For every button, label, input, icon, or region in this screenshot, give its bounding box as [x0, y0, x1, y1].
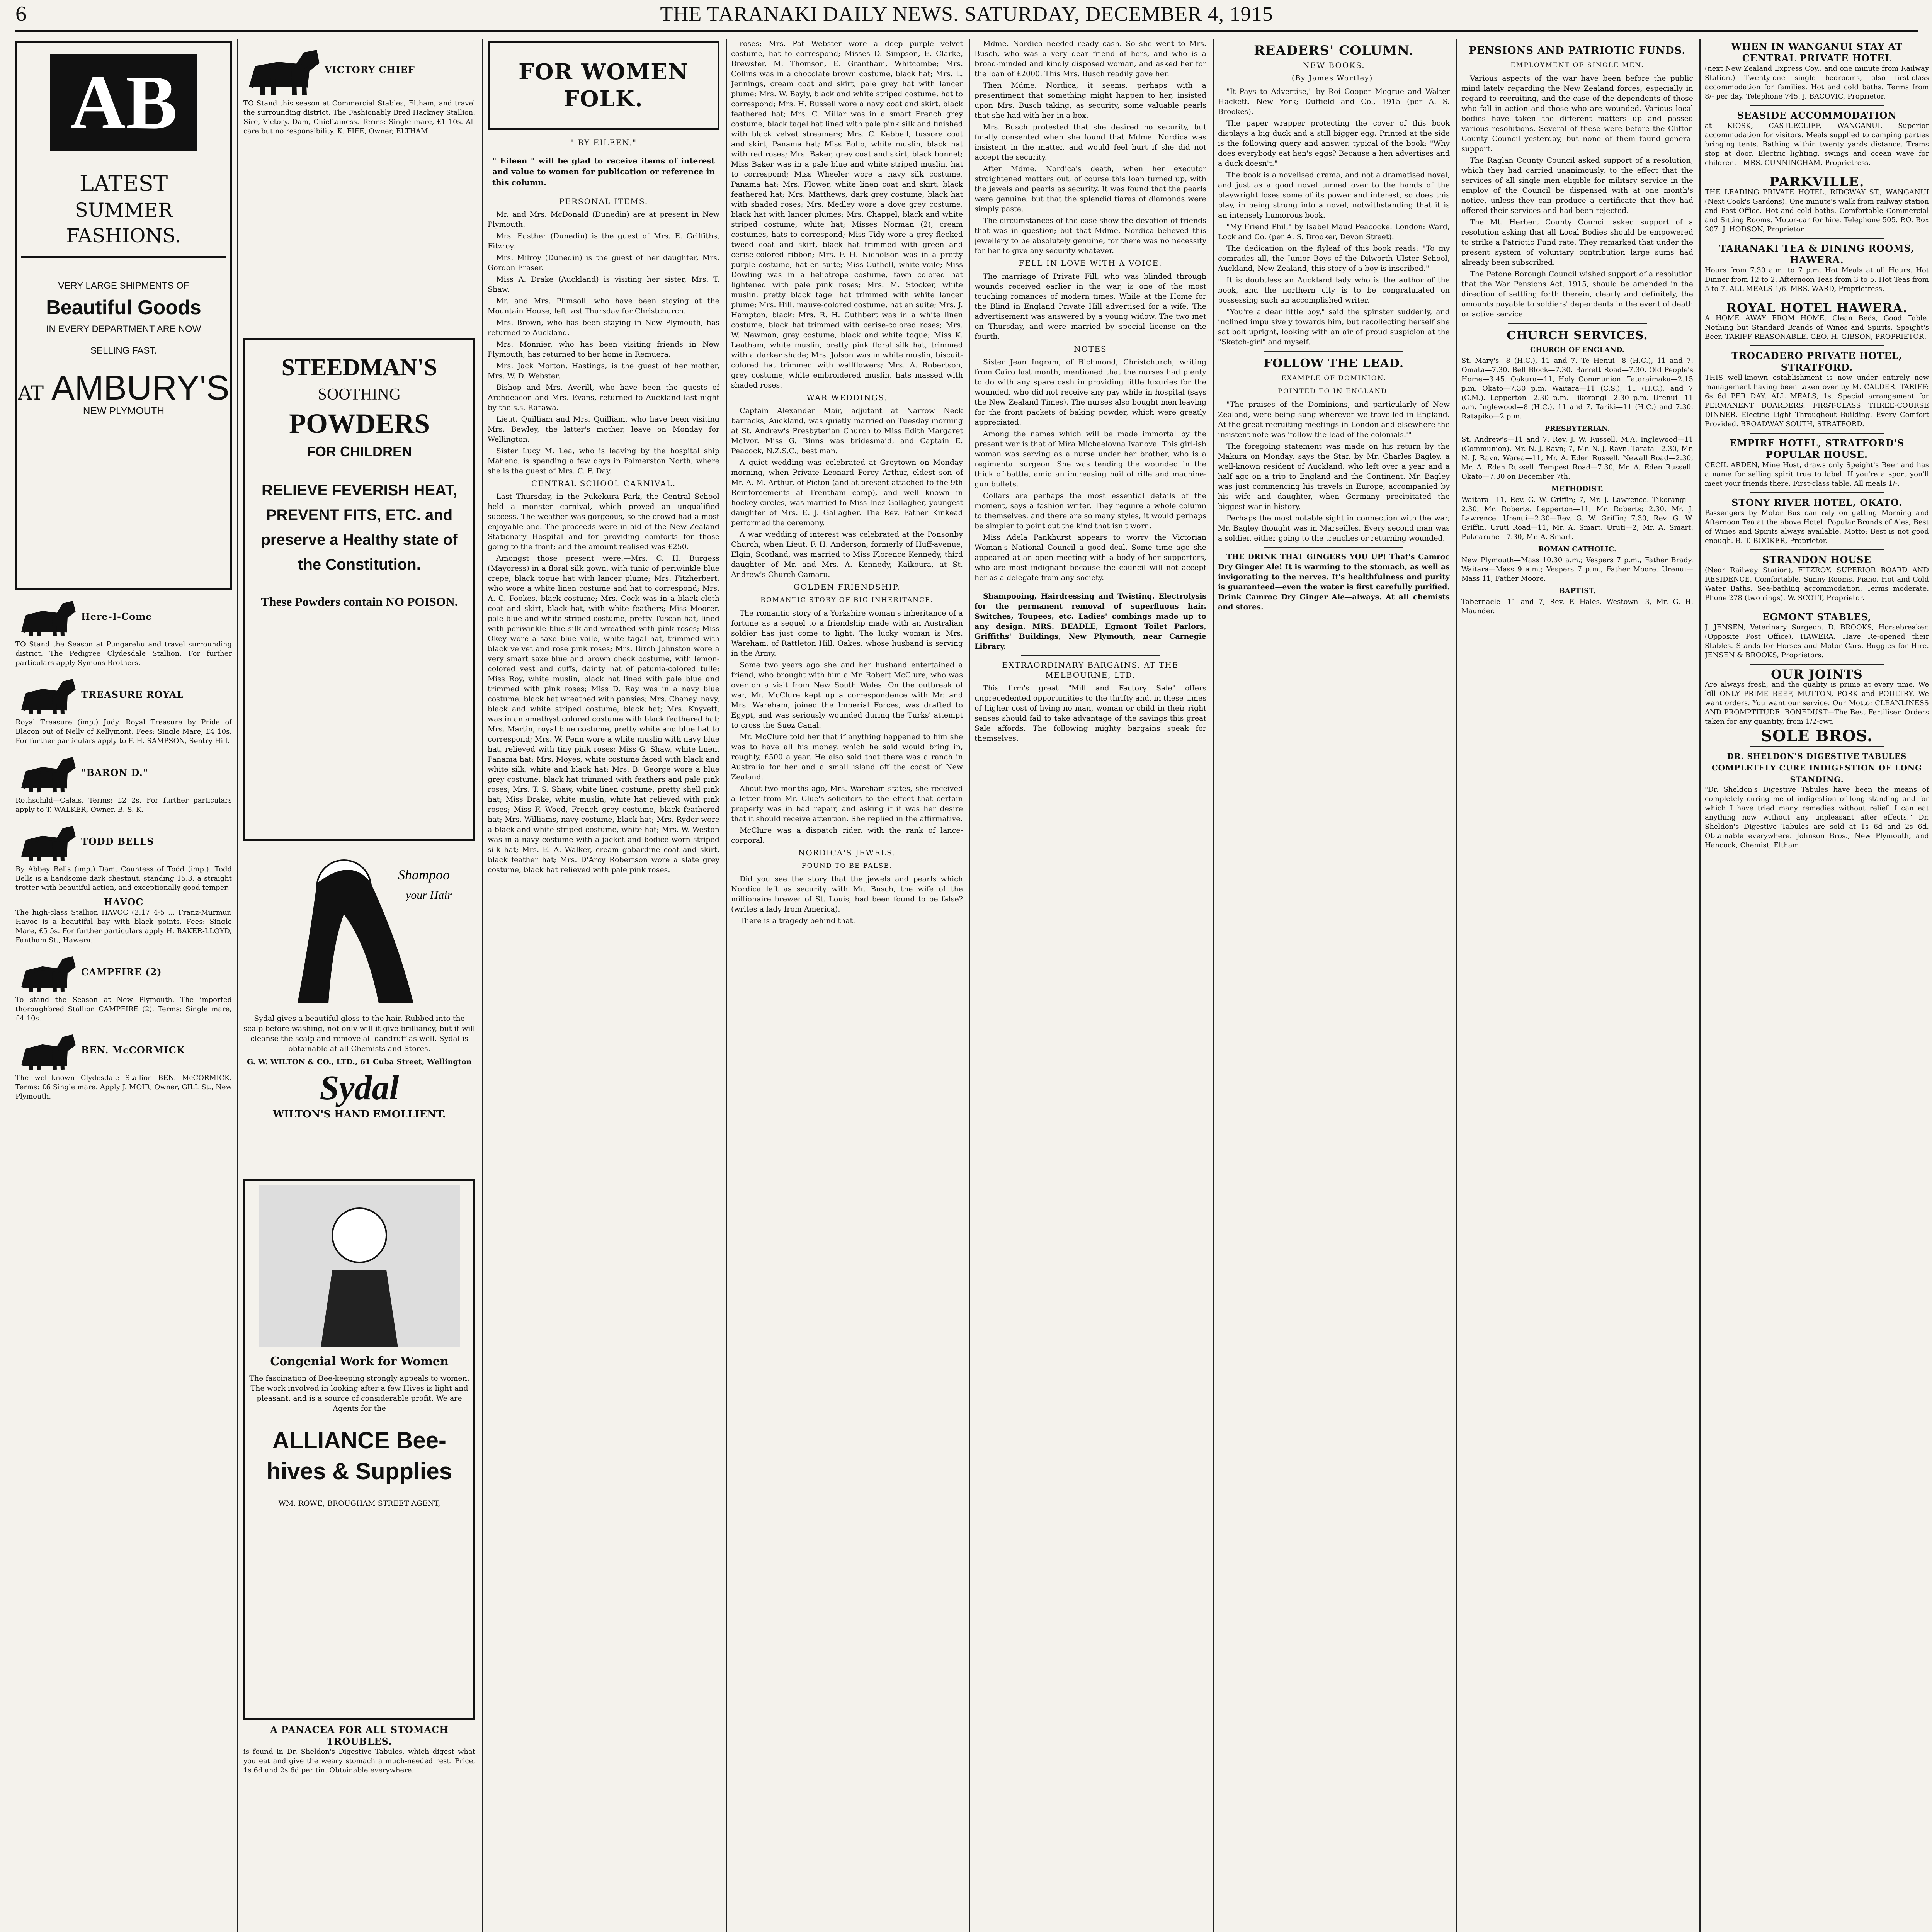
- paragraph: roses; Mrs. Pat Webster wore a deep purple velvet costume, hat to correspond; Misses D. Simpson, E. Clarke, Brewster, M. Thomson, E. Grantham, Whitcombe; Mrs. Collins was in a chocolate brown costume, black hat; Mrs. L. Jennings, cream coat and skirt, pale grey hat with lancer plume; Mrs. W. Bayly, black and white striped costume, hat to correspond; Mrs. H. Russell wore a navy coat and skirt, black feathered hat; Mrs. C. Millar was in a smart French grey costume, black tagel hat lined with pale pink silk and finished with black velvet streamers; Mrs. C. Kebbell, tussore coat and skirt, Panama hat; Miss Bollo, white muslin, black hat with red roses; Mrs. Baker, grey coat and skirt, black bonnet; Miss Baker was in a pale blue and white striped muslin, hat to correspond; Miss Wheeler wore a navy silk costume, Panama hat; Mrs. Flower, white linen coat and skirt, black feathered hat; Mrs. Matthews, dark grey costume, black hat with shaded roses; Mrs. Medley wore a dove grey costume, black hat with lancer plumes; Mrs. Chappel, black and white striped costume, white hat; Misses Norman (2), cream costumes, hats to correspond; Miss Tidy wore a grey flecked tweed coat and skirt, black hat trimmed with green and cerise-colored ribbon; Mrs. F. H. Nicholson was in a pretty purple costume, hat en suite; Miss Cuthell, white voile; Miss Dowling was in a heliotrope costume, fawn colored hat lightened with pale pink roses; Mrs. M. Stocker, white muslin, pretty black tagel hat trimmed with white lancer plume; Mrs. Hill, mauve-colored costume, hat en suite; Mrs. J. Hampton, black; Mrs. R. H. Cuthbert was in a white linen costume, black hat trimmed with cerise-colored roses; Mrs. W. Newman, grey costume, black and white toque; Miss K. Leatham, white muslin, pretty pink floral silk hat, trimmed with a darker shade; Mrs. Jolson was in white muslin, biscuit-colored hat trimmed with wallflowers; Mrs. A. Robertson, grey costume, white embroidered muslin, hats massed with shaded roses.: [731, 39, 963, 389]
- classified-advert: [1705, 41, 1929, 101]
- classified-advert: [1705, 176, 1929, 234]
- column-divider: [237, 39, 238, 1932]
- woman-hair-illustration: [251, 845, 468, 1007]
- ad-text: WILTON'S HAND EMOLLIENT.: [273, 1109, 446, 1120]
- stallion-advert: [15, 818, 232, 893]
- paragraph: Mr. and Mrs. McDonald (Dunedin) are at present in New Plymouth.: [488, 210, 719, 229]
- ad-headline: LATEST: [79, 171, 168, 196]
- divider: [1021, 655, 1160, 656]
- column-8: [1705, 39, 1929, 1932]
- panacea-advert: [243, 1724, 475, 1775]
- advert-heading: TARANAKI TEA & DINING ROOMS, HAWERA.: [1719, 243, 1915, 265]
- paragraph: There is a tragedy behind that.: [740, 917, 855, 925]
- paragraph: Sister Lucy M. Lea, who is leaving by the hospital ship Maheno, is spending a few days in Palmerston North, where she is the guest of Mrs. C. F. Day.: [488, 447, 719, 475]
- paragraph: Miss Adela Pankhurst appears to worry the Victorian Woman's National Council a good deal. Some time ago she appeared at an open meeting with a body of her supporters, who are most indignant because the council will not accept her as a delegate from any society.: [975, 533, 1206, 582]
- section-heading: NEW BOOKS.: [1303, 61, 1365, 70]
- divider: [1750, 549, 1884, 550]
- paragraph: Perhaps the most notable sight in connection with the war, Mr. Bagley thought was in Marseilles. Every second man was a soldier, either going to the trenches or returning wounded.: [1218, 514, 1450, 543]
- service-list: New Plymouth—Mass 10.30 a.m.; Vespers 7 p.m., Father Brady. Waitara—Mass 9 a.m.; Vespers 7 p.m., Father Moore. Urenui—Mass 11, Father Moore.: [1461, 556, 1693, 583]
- advert-heading: STRANDON HOUSE: [1762, 554, 1871, 565]
- ad-headline: A PANACEA FOR ALL STOMACH TROUBLES.: [270, 1724, 449, 1747]
- stallion-text: Rothschild—Calais. Terms: £2 2s. For further particulars apply to T. WALKER, Owner. B. S. K.: [15, 796, 232, 814]
- divider: [1750, 492, 1884, 493]
- beekeeping-advert: [243, 1179, 475, 1720]
- column-5: [975, 39, 1206, 1932]
- classified-advert: [1705, 668, 1929, 726]
- section-heading: FELL IN LOVE WITH A VOICE.: [1019, 259, 1162, 268]
- beadle-advert: Shampooing, Hairdressing and Twisting. Electrolysis for the permanent removal of superfluous hair. Switches, Toupees, etc. Ladies' combings made up to any design. MRS. BEADLE, Egmont Toilet Parlors, Griffiths' Buildings, New Plymouth, near Carnegie Library.: [975, 592, 1206, 651]
- woman-bee-illustration: [259, 1185, 460, 1347]
- column-7: [1461, 39, 1693, 1932]
- paragraph: It is doubtless an Auckland lady who is the author of the book, and the northern city is to be congratulated on possessing such an accomplished writer.: [1218, 276, 1450, 304]
- paragraph: Did you see the story that the jewels and pearls which Nordica left as security with Mr. Busch, the wife of the millionaire brewer of St. Louis, had been found to be false? (writes a lady from America).: [731, 875, 963, 913]
- classified-advert: [1705, 302, 1929, 342]
- paragraph: "My Friend Phil," by Isabel Maud Peacocke. London: Ward, Lock and Co. (per A. S. Brooker, Devon Street).: [1218, 223, 1450, 241]
- paragraph: A war wedding of interest was celebrated at the Ponsonby Church, when Lieut. F. H. Anderson, formerly of Huff-avenue, Elgin, Scotland, was married to Miss Florence Kennedy, third daughter of Mr. and Mrs. A. Kennedy, Kaikoura, at St. Andrew's Church Oamaru.: [731, 530, 963, 579]
- service-list: St. Andrew's—11 and 7, Rev. J. W. Russell, M.A. Inglewood—11 (Communion), Mr. N. J. Ravn; 7, Mr. N. J. Ravn. Tarata—2.30, Mr. N. J. Ravn. Warea—11, Mr. A. Eden Russell. Newall Road—2.30, Mr. A. Eden Russell. Tempest Road—7.30, Mr. A. Eden Russell. Okato—7.30 on December 7th.: [1461, 435, 1693, 481]
- paragraph: Mr. and Mrs. Plimsoll, who have been staying at the Mountain House, left last Thursday for Christchurch.: [488, 297, 719, 315]
- stallion-name: "BARON D.": [81, 767, 148, 778]
- sydal-advert: [243, 845, 475, 1177]
- editor-notice: " Eileen " will be glad to receive items of interest and value to women for publication or reference in this column.: [488, 151, 719, 192]
- paragraph: Last Thursday, in the Pukekura Park, the Central School held a monster carnival, which proved an unqualified success. The weather was gorgeous, so the crowd had a most enjoyable one. The proceeds were in aid of the New Zealand Stationary Hospital and for providing comforts for those going to the front; and the amount realised was £250.: [488, 492, 719, 551]
- stallion-text: Royal Treasure (imp.) Judy. Royal Treasure by Pride of Blacon out of Nelly of Kellymont. Fees: Single Mare, £4 10s. For further particulars apply to F. H. SAMPSON, Sentry Hill.: [15, 718, 232, 745]
- section-heading: WAR WEDDINGS.: [806, 393, 888, 402]
- advert-text: at KIOSK, CASTLECLIFF, WANGANUI. Superior accommodation for visitors. Meals supplied to camping parties bringing tents. Bathing within twenty yards distance. Trams stop at door. Electric lighting, swings and ocean wave for children.—MRS. CUNNINGHAM, Proprietress.: [1705, 122, 1929, 167]
- ad-headline: Congenial Work for Women: [270, 1355, 449, 1368]
- paragraph: The Mt. Herbert County Council asked support of a resolution asking that all Local Bodies should be empowered to strike a Patriotic Fund rate. They remarked that under the present system of voluntary contribution large sums had already been subscribed.: [1461, 218, 1693, 267]
- classified-advert: [1705, 727, 1929, 745]
- advert-heading: EGMONT STABLES,: [1762, 611, 1872, 622]
- ad-headline: STEEDMAN'S: [281, 354, 437, 381]
- paragraph: Mrs. Jack Morton, Hastings, is the guest of her mother, Mrs. W. D. Webster.: [488, 362, 719, 380]
- stallion-text: The high-class Stallion HAVOC (2.17 4-5 ... Franz-Murmur. Havoc is a beautiful bay with black points. Fees: Single Mare, £5 5s. For further particulars apply H. BAKER-LLOYD, Fantham St., Hawera.: [15, 908, 232, 944]
- service-list: Waitara—11, Rev. G. W. Griffin; 7, Mr. J. Lawrence. Tikorangi—2.30, Mr. Roberts. Lepperton—11, Mr. Roberts; 2.30, Mr. J. Lawrence. Urenui—2.30—Rev. G. W. Griffin; 7.30, Rev. G. W. Griffin. Uruti Road—11, Mr. A. Smart. Uruti—2, Mr. A. Smart. Pukearuhe—7.30, Mr. A. Smart.: [1461, 496, 1693, 541]
- paragraph: Sister Jean Ingram, of Richmond, Christchurch, writing from Cairo last month, mentioned that the nurses had plenty to do with any spare cash in providing little luxuries for the wounded, who did not receive any pay while in hospital (says the New Zealand Times). The nurses also bought men leaving for the front packets of baking powder, which were greatly appreciated.: [975, 358, 1206, 427]
- advert-text: is found in Dr. Sheldon's Digestive Tabules, which digest what you eat and give the weary stomach a much-needed rest. Price, 1s 6d and 2s 6d per tin. Obtainable everywhere.: [243, 1748, 475, 1774]
- classified-advert: [1705, 554, 1929, 603]
- column-divider: [969, 39, 970, 1932]
- svg-text:your Hair: your Hair: [406, 889, 452, 901]
- paragraph: "It Pays to Advertise," by Roi Cooper Megrue and Walter Hackett. New York; Duffield and Co., 1915 (per A. S. Brookes).: [1218, 87, 1450, 116]
- advert-heading: STONY RIVER HOTEL, OKATO.: [1731, 497, 1903, 508]
- paragraph: Bishop and Mrs. Averill, who have been the guests of Archdeacon and Mrs. Evans, returned to Auckland last night by the s.s. Rarawa.: [488, 383, 719, 412]
- divider: [1750, 746, 1884, 747]
- ad-text: SELLING FAST.: [90, 345, 157, 356]
- stallion-advert: [15, 750, 232, 815]
- section-title: READERS' COLUMN.: [1254, 43, 1414, 58]
- divider: [1750, 664, 1884, 665]
- byline: " BY EILEEN.": [570, 138, 637, 147]
- section-heading: PERSONAL ITEMS.: [559, 197, 648, 206]
- paragraph: Mrs. Milroy (Dunedin) is the guest of her daughter, Mrs. Gordon Fraser.: [488, 253, 719, 272]
- ad-headline: POWDERS: [289, 408, 430, 439]
- stallion-advert: [15, 594, 232, 668]
- advert-text: Are always fresh, and the quality is prime at every time. We kill ONLY PRIME BEEF, MUTTON, PORK and POULTRY. We want orders. You want our service. Our Motto: CLEANLINESS AND PROMPTITUDE. BONEDUST—The Best Fertiliser. Orders taken for any quantity, from 1/2-cwt.: [1705, 680, 1929, 726]
- paragraph: The circumstances of the case show the devotion of friends that was in question; but that Mdme. Nordica believed this jewellery to be absolutely genuine, for there was no necessity for her to give any security whatever.: [975, 216, 1206, 255]
- advert-heading: OUR JOINTS: [1771, 667, 1863, 682]
- paragraph: Then Mdme. Nordica, it seems, perhaps with a presentiment that something might happen to her, insisted upon Mrs. Busch taking, as security, some valuable pearls that she had with her in a box.: [975, 81, 1206, 120]
- column-divider: [726, 39, 727, 1932]
- section-subheading: EXAMPLE OF DOMINION.: [1281, 374, 1386, 382]
- advert-text: (next New Zealand Express Coy., and one minute from Railway Station.) Twenty-one single bedrooms, also first-class accommodation for families. Hot and cold baths. Terms from 8/- per day. Telephone 745. J. BACOVIC, Proprietor.: [1705, 65, 1929, 100]
- column-divider: [1213, 39, 1214, 1932]
- paragraph: Captain Alexander Mair, adjutant at Narrow Neck barracks, Auckland, was quietly married on Tuesday morning at St. Andrew's Presbyterian Church to Miss Edith Margaret McIvor. Miss G. Binns was bridesmaid, and Captain E. Peacock, N.Z.S.C., best man.: [731, 406, 963, 455]
- denomination: CHURCH OF ENGLAND.: [1530, 346, 1625, 354]
- paragraph: Amongst those present were:—Mrs. C. H. Burgess (Mayoress) in a floral silk gown, with tunic of periwinkle blue crepe, black toque hat with lancer plume; Mrs. Fitzherbert, who wore a white linen costume and hat to correspond; Mrs. A. C. Fookes, black costume; Mrs. Cock was in a black cloth coat and skirt, black hat, with white feathers; Miss Moorer, pale blue and white striped costume, pretty Tuscan hat, lined with periwinkle blue silk and wreathed with pink roses; Miss Okey wore a saxe blue voile, white tagal hat, trimmed with black velvet and rose pink roses; Mrs. Birch Johnston wore a very smart saxe blue and brown check costume, with lemon-colored vest and cuffs, dainty hat of petunia-colored tulle; Miss Roy, white muslin, black hat lined with pale blue and trimmed with pink roses; Miss D. Ray was in a navy blue costume, black hat wreathed with pansies; Mrs. Chaney, navy, black and white striped costume, black hat; Mrs. Knyvett, was in an amethyst colored costume with black feathered hat; Mrs. Martin, royal blue costume, pretty white and blue hat to correspond; Mrs. W. Penn wore a white muslin with navy blue hat, relieved with tiny pink roses; Miss G. Shaw, white linen, Panama hat; Mrs. Moyes, white costume faced with black and white silk, white and black hat; Mrs. B. George wore a blue grey costume, black hat trimmed with feathers and pale pink roses; Mrs. T. S. Shaw, white linen costume, pretty shell pink hat; Miss Drake, white muslin, white hat relieved with pink roses; Miss F. Wood, French grey costume, black feathered hat; Mrs. Williams, navy costume, black hat; Mrs. Ryder wore a black and white striped costume, white hat; Mrs. W. Weston was in a navy costume with a jacket and bodice worn striped silk hat; Mrs. E. A. Walker, cream gabardine coat and skirt, black feather hat; Mrs. D'Arcy Robertson wore a slate grey costume, black hat relieved with pale pink roses.: [488, 554, 719, 874]
- advert-text: The fascination of Bee-keeping strongly appeals to women. The work involved in looking after a few Hives is light and pleasant, and is a source of considerable profit. We are Agents for the: [249, 1374, 469, 1413]
- horse-icon: [15, 672, 77, 718]
- divider: [1750, 105, 1884, 106]
- horse-icon: [15, 594, 77, 640]
- advert-text: THE LEADING PRIVATE HOTEL, RIDGWAY ST., WANGANUI (Next Cook's Gardens). One minute's walk from railway station and Post Office. Hot and cold baths. Comfortable Commercial and Sitting Rooms. Motor-car for hire. Telephone 505. P.O. Box 207. J. HODSON, Proprietor.: [1705, 188, 1929, 233]
- section-heading: GOLDEN FRIENDSHIP.: [794, 582, 900, 592]
- stallion-advert: [15, 1027, 232, 1101]
- classified-advert: [1705, 497, 1929, 546]
- stallion-name: TREASURE ROYAL: [81, 689, 184, 700]
- steedmans-advert: [243, 338, 475, 841]
- paragraph: The paper wrapper protecting the cover of this book displays a big duck and a still bigger egg. Printed at the side is the following query and answer, typical of the book: "Why does everybody eat hen's eggs? Because a hen advertises and a duck doesn't.": [1218, 119, 1450, 168]
- advert-text: Sydal gives a beautiful gloss to the hair. Rubbed into the scalp before washing, not only will it give brilliancy, but it will cleanse the scalp and remove all dandruff as well. Sydal is obtainable at all Chemists and Stores.: [243, 1014, 475, 1053]
- horse-icon: [15, 818, 77, 865]
- classified-advert: [1705, 750, 1929, 850]
- column-divider: [482, 39, 483, 1932]
- column-divider: [1699, 39, 1701, 1932]
- service-list: Tabernacle—11 and 7, Rev. F. Hales. Westown—3, Mr. G. H. Maunder.: [1461, 598, 1693, 615]
- section-heading: NORDICA'S JEWELS.: [798, 848, 896, 857]
- stallion-name: CAMPFIRE (2): [81, 966, 162, 978]
- denomination: BAPTIST.: [1559, 587, 1596, 595]
- stallion-name: TODD BELLS: [81, 836, 154, 847]
- section-title: PENSIONS AND PATRIOTIC FUNDS.: [1469, 45, 1686, 56]
- advert-heading: EMPIRE HOTEL, STRATFORD'S POPULAR HOUSE.: [1729, 437, 1905, 460]
- denomination: PRESBYTERIAN.: [1544, 425, 1610, 433]
- section-subheading: FOUND TO BE FALSE.: [801, 862, 893, 870]
- page-title: THE TARANAKI DAILY NEWS. SATURDAY, DECEMBER 4, 1915: [660, 2, 1273, 26]
- paragraph: The romantic story of a Yorkshire woman's inheritance of a fortune as a sequel to a friendship made with an Australian soldier has just come to light. The lucky woman is Mrs. Wareham, of Rattleton Hill, Oakes, whose husband is serving in the Army.: [731, 609, 963, 658]
- header-rule: [15, 30, 1918, 32]
- stallion-name: VICTORY CHIEF: [325, 64, 415, 75]
- divider: [1750, 345, 1884, 346]
- paragraph: After Mdme. Nordica's death, when her executor straightened matters out, of course this loan turned up, with the jewels and pearls as security. It was found that the pearls were genuine, but that the splendid tiaras of diamonds were simply paste.: [975, 165, 1206, 213]
- stallion-name: BEN. McCORMICK: [81, 1044, 185, 1056]
- stallion-text: By Abbey Bells (imp.) Dam, Countess of Todd (imp.). Todd Bells is a handsome dark chestnut, standing 15.3, a straight trotter with beautiful action, and exceptionally good temper.: [15, 865, 232, 892]
- paragraph: "You're a dear little boy," said the spinster suddenly, and inclined impulsively towards him, but recollecting herself she sat bolt upright, looking with an air of proud suspicion at the "Sketch-girl" and myself.: [1218, 308, 1450, 346]
- stallion-advert: [15, 896, 232, 945]
- paragraph: A quiet wedding was celebrated at Greytown on Monday morning, when Private Leonard Percy Arthur, eldest son of Mr. A. M. Arthur, of Picton (and at present attached to the 9th Reinforcements at Trentham camp), and well known in hockey circles, was married to Miss Inez Gallagher, youngest daughter of Mrs. E. J. Gallagher. The Rev. Father Kinkead performed the ceremony.: [731, 458, 963, 527]
- divider: [1508, 323, 1647, 324]
- section-title: CHURCH SERVICES.: [1507, 329, 1648, 342]
- stallion-name: HAVOC: [104, 896, 144, 908]
- paragraph: Various aspects of the war have been before the public mind lately regarding the New Zealand forces, especially in regard to recruiting, and the case of the dependents of those who fall in action and those who are wounded. Various local bodies have taken the different matters up and passed various resolutions. Several of these were before the Clifton County Council yesterday, but none of them found general support.: [1461, 74, 1693, 153]
- advert-text: CECIL ARDEN, Mine Host, draws only Speight's Beer and has a name for selling spirit true to label. If you're a sport you'll meet your friends there. First-class table. All meals 1/-.: [1705, 461, 1929, 488]
- paragraph: Some two years ago she and her husband entertained a friend, who brought with him a Mr. Robert McClure, who was over on a visit from New South Wales. On the outbreak of war, Mr. McClure kept up a correspondence with Mr. and Mrs. Wareham, joined the Imperial Forces, was drafted to Egypt, and was seriously wounded during the Turks' attempt to cross the Suez Canal.: [731, 661, 963, 730]
- classified-advert: [1705, 350, 1929, 429]
- paragraph: Mr. McClure told her that if anything happened to him she was to have all his money, which he said would bring in, roughly, £500 a year. He also said that there was a ranch in Australia for her and a small island off the coast of New Zealand.: [731, 733, 963, 781]
- advert-heading: TROCADERO PRIVATE HOTEL, STRATFORD.: [1731, 350, 1902, 373]
- denomination: ROMAN CATHOLIC.: [1538, 545, 1616, 553]
- section-heading: CENTRAL SCHOOL CARNIVAL.: [531, 479, 676, 488]
- stallion-text: The well-known Clydesdale Stallion BEN. McCORMICK. Terms: £6 Single mare. Apply J. MOIR, Owner, GILL St., New Plymouth.: [15, 1074, 232, 1100]
- paragraph: The dedication on the flyleaf of this book reads: "To my comrades all, the Junior Boys of the Dilworth Ulster School, Auckland, New Zealand, this story of a boy is inscribed.": [1218, 244, 1450, 273]
- classified-advert: [1705, 110, 1929, 168]
- divider: [1264, 547, 1403, 548]
- paragraph: The marriage of Private Fill, who was blinded through wounds received earlier in the war, is one of the most touching romances of modern times. While at the Home for the Blind in England Private Hill advertised for a wife. The advertisement was answered by a young widow. The two met on Thursday, and were married by special license on the fourth.: [975, 272, 1206, 341]
- camroc-advert: THE DRINK THAT GINGERS YOU UP! That's Camroc Dry Ginger Ale! It is warming to the stomach, as well as invigorating to the nerves. It's healthfulness and purity is guaranteed—even the water is first carefully purified. Drink Camroc Dry Ginger Ale—always. At all chemists and stores.: [1218, 553, 1450, 611]
- women-folk-banner: [488, 41, 719, 130]
- horse-icon: [15, 949, 77, 995]
- section-heading: EXTRAORDINARY BARGAINS, AT THE MELBOURNE, LTD.: [1002, 660, 1179, 680]
- divider: [1264, 351, 1403, 352]
- section-subheading: POINTED TO IN ENGLAND.: [1278, 388, 1390, 395]
- advert-heading: WHEN IN WANGANUI STAY AT CENTRAL PRIVATE HOTEL: [1731, 41, 1903, 64]
- ab-logo: AB: [50, 54, 197, 151]
- column-4: [731, 39, 963, 1932]
- paragraph: Mrs. Brown, who has been staying in New Plymouth, has returned to Auckland.: [488, 318, 719, 337]
- advert-text: TO Stand this season at Commercial Stables, Eltham, and travel the surrounding district. The Fashionably Bred Hackney Stallion. Sire, Victory. Dam, Chieftainess. Terms: Single mare, £1 10s. All care but no responsibility. K. FIFE, Owner, ELTHAM.: [243, 99, 475, 135]
- ad-store-name: AMBURY'S: [51, 369, 230, 407]
- column-2: [243, 39, 475, 1932]
- horse-icon: [15, 1027, 77, 1073]
- advert-agent: G. W. WILTON & CO., LTD., 61 Cuba Street, Wellington: [247, 1058, 472, 1066]
- advert-text: (Near Railway Station), FITZROY. SUPERIOR BOARD AND RESIDENCE. Comfortable, Sunny Rooms. Piano. Hot and Cold Water Baths. Sea-bathing accommodation. Terms moderate. Phone 278 (two rings). W. SCOTT, Proprietor.: [1705, 566, 1929, 602]
- horse-icon: [243, 41, 321, 99]
- advert-heading: DR. SHELDON'S DIGESTIVE TABULES COMPLETELY CURE INDIGESTION OF LONG STANDING.: [1711, 752, 1922, 784]
- paragraph: Collars are perhaps the most essential details of the moment, says a fashion writer. They require a whole column to themselves, and there are so many styles, it would perhaps be simpler to point out the kind that isn't worn.: [975, 492, 1206, 530]
- advert-heading: ROYAL HOTEL HAWERA.: [1726, 301, 1908, 315]
- paragraph: Mrs. Easther (Dunedin) is the guest of Mrs. E. Griffiths, Fitzroy.: [488, 232, 719, 250]
- advert-text: J. JENSEN, Veterinary Surgeon. D. BROOKS, Horsebreaker. (Opposite Post Office), HAWERA. Have Re-opened their Stables. Stands for Horses and Motor Cars. Buggies for Hire. JENSEN & BROOKS, Proprietors.: [1705, 623, 1929, 659]
- ad-text: These Powders contain NO POISON.: [261, 595, 458, 609]
- ad-text: AT: [18, 382, 44, 404]
- service-list: St. Mary's—8 (H.C.), 11 and 7. Te Henui—8 (H.C.), 11 and 7. Omata—7.30. Bell Block—7.30. Barrett Road—7.30. Old People's Home—3.45. Oakura—11, Holy Communion. Tataraimaka—2.15 p.m. Okato—7.30 p.m. Waitara—11 (C.S.), 11 (H.C.), and 7 (C.M.). Lepperton—2.30 p.m. Tikorangi—2.30 p.m. Urenui—11 a.m. Inglewood—8 (H.C.), 11 and 7. Tariki—11 (H.C.) and 7.30. Ratapiko—2 p.m.: [1461, 357, 1693, 420]
- stallion-text: To stand the Season at New Plymouth. The imported thoroughbred Stallion CAMPFIRE (2). Terms: Single mare, £4 10s.: [15, 996, 232, 1022]
- paragraph: Mdme. Nordica needed ready cash. So she went to Mrs. Busch, who was a very dear friend of hers, and who is a broad-minded and kindly disposed woman, and asked her for the loan of £2000. This Mrs. Busch readily gave her.: [975, 39, 1206, 78]
- ad-text: IN EVERY DEPARTMENT ARE NOW: [46, 324, 201, 334]
- section-subheading: EMPLOYMENT OF SINGLE MEN.: [1510, 61, 1644, 69]
- divider: [1750, 238, 1884, 239]
- paragraph: The Petone Borough Council wished support of a resolution that the War Pensions Act, 1915, should be amended in the direction of settling forth therein, clearly and definitely, the amounts payable to soldiers' dependents in the event of death or active service.: [1461, 270, 1693, 318]
- church-services: [1461, 345, 1693, 616]
- ad-text: SOOTHING: [318, 386, 401, 403]
- paragraph: The foregoing statement was made on his return by the Makura on Monday, says the Star, by Mr. Charles Bagley, a well-known resident of Auckland, who left over a year and a half ago on a trip to England and the Continent. Mr. Bagley was just commencing his travels in Europe, accompanied by his wife and daughter, when Germany precipitated the biggest war in history.: [1218, 442, 1450, 511]
- stallion-list: [15, 594, 232, 1101]
- ad-text: FOR CHILDREN: [307, 444, 412, 459]
- divider: [1750, 433, 1884, 434]
- paragraph: McClure was a dispatch rider, with the rank of lance-corporal.: [731, 826, 963, 845]
- victory-chief-advert: [243, 41, 475, 335]
- sydal-logo: Sydal: [320, 1069, 399, 1107]
- stallion-name: Here-I-Come: [81, 611, 152, 622]
- amburys-advert: [15, 41, 232, 590]
- masthead-bar: [0, 0, 1932, 28]
- advert-heading: SEASIDE ACCOMMODATION: [1737, 110, 1897, 121]
- stallion-advert: [15, 672, 232, 746]
- stallion-text: TO Stand the Season at Pungarehu and travel surrounding district. The Pedigree Clydesdale Stallion. For further particulars apply Symons Brothers.: [15, 640, 232, 667]
- advert-text: "Dr. Sheldon's Digestive Tabules have been the means of completely curing me of indigestion of long standing and for which I have tried many remedies without relief. I can eat anything now without any unpleasant after effects." Dr. Sheldon's Digestive Tabules are sold at 1s 6d and 2s 6d. Obtainable everywhere. Johnson Bros., New Plymouth, and Hancock, Chemist, Eltham.: [1705, 786, 1929, 849]
- classified-advert: [1705, 437, 1929, 488]
- advert-text: A HOME AWAY FROM HOME. Clean Beds, Good Table. Nothing but Standard Brands of Wines and Spirits. Speight's Beer. TARIFF REASONABLE. GEO. H. GIBSON, PROPRIETOR.: [1705, 314, 1929, 341]
- column-divider: [1456, 39, 1457, 1932]
- ad-headline: SUMMER FASHIONS.: [21, 197, 226, 258]
- svg-text:Shampoo: Shampoo: [398, 867, 450, 883]
- ad-text: VERY LARGE SHIPMENTS OF: [58, 281, 189, 291]
- column-6: [1218, 39, 1450, 1932]
- paragraph: Lieut. Quilliam and Mrs. Quilliam, who have been visiting Mrs. Bewley, the latter's mother, leave on Monday for Wellington.: [488, 415, 719, 444]
- advert-text: Passengers by Motor Bus can rely on getting Morning and Afternoon Tea at the above Hotel. Popular Brands of Ales, Best of Wines and Spirits always available. Motto: Best is not good enough. B. T. BOOKER, Proprietor.: [1705, 509, 1929, 545]
- horse-icon: [15, 750, 77, 796]
- ad-text: RELIEVE FEVERISH HEAT, PREVENT FITS, ETC. and preserve a Healthy state of the Constitution.: [261, 482, 458, 573]
- paragraph: The Raglan County Council asked support of a resolution, which they had carried unanimously, to the effect that the services of all single men eligible for military service in the employ of the Council be dispensed with at one month's notice, unless they can produce a certificate that they had offered their services and had been rejected.: [1461, 156, 1693, 215]
- section-title: FOLLOW THE LEAD.: [1264, 357, 1404, 370]
- page-number: 6: [15, 2, 27, 26]
- section-subheading: ROMANTIC STORY OF BIG INHERITANCE.: [760, 596, 934, 604]
- section-title: FOR WOMEN FOLK.: [518, 59, 689, 112]
- advert-text: THIS well-known establishment is now under entirely new management having been taken over by M. CALDER. TARIFF: 6s 6d PER DAY. ALL MEALS, 1s. Special arrangement for PERMANENT BOARDERS. FIRST-CLASS THREE-COURSE DINNER. Electric Light Throughout Building. Every Comfort Provided. BROADWAY SOUTH, STRATFORD.: [1705, 374, 1929, 428]
- column-1: [15, 39, 232, 1932]
- column-3: [488, 39, 719, 1932]
- ad-text: NEW PLYMOUTH: [83, 405, 165, 417]
- ad-text: Beautiful Goods: [46, 296, 201, 319]
- paragraph: Mrs. Monnier, who has been visiting friends in New Plymouth, has returned to her home in Remuera.: [488, 340, 719, 359]
- paragraph: The book is a novelised drama, and not a dramatised novel, and just as a good novel turned over to the hands of the playwright loses some of its power and interest, so does this play, in being strung into a novel, notwithstanding that it is an intensely humorous book.: [1218, 171, 1450, 219]
- advert-text: Hours from 7.30 a.m. to 7 p.m. Hot Meals at all Hours. Hot Dinner from 12 to 2. Afternoon Teas from 3 to 5. Hot Teas from 5 to 7. ALL MEALS 1/6. MRS. WARD, Proprietress.: [1705, 266, 1929, 293]
- byline: (By James Wortley).: [1291, 74, 1376, 82]
- classified-advert: [1705, 243, 1929, 294]
- stallion-advert: [15, 949, 232, 1023]
- paragraph: "The praises of the Dominions, and particularly of New Zealand, were being sung wherever we travelled in England. At the great recruiting meetings in London and elsewhere the insistent note was 'follow the lead of the colonials.'": [1218, 400, 1450, 439]
- section-heading: NOTES: [1074, 344, 1107, 354]
- paragraph: This firm's great "Mill and Factory Sale" offers unprecedented opportunities to the thrifty and, in these times of higher cost of living no man, woman or child in their right senses should fail to take advantage of the savings this great Sale affords. The following mighty bargains speak for themselves.: [975, 684, 1206, 743]
- alliance-logo: ALLIANCE Bee-hives & Supplies: [266, 1427, 452, 1484]
- paragraph: Mrs. Busch protested that she desired no security, but finally consented when she found that Mdme. Nordica was insistent in the matter, and would feel hurt if she did not accept the security.: [975, 123, 1206, 162]
- advert-heading: SOLE BROS.: [1761, 727, 1873, 745]
- classified-advert: [1705, 611, 1929, 660]
- advert-agent: WM. ROWE, BROUGHAM STREET AGENT,: [278, 1499, 440, 1508]
- paragraph: Among the names which will be made immortal by the present war is that of Mira Michaelovna Ivanova. This girl-ish woman was serving as a nurse under her brother, who is a regimental surgeon. She was tending the wounded in the thick of battle, amid an increasing hail of rifle and machine-gun bullets.: [975, 430, 1206, 488]
- denomination: METHODIST.: [1551, 485, 1604, 493]
- paragraph: Miss A. Drake (Auckland) is visiting her sister, Mrs. T. Shaw.: [488, 275, 719, 294]
- paragraph: About two months ago, Mrs. Wareham states, she received a letter from Mr. Clue's solicitors to the effect that certain property was in bad repair, and asking if it was her desire that it should receive attention. She replied in the affirmative.: [731, 784, 963, 823]
- advert-heading: PARKVILLE.: [1769, 174, 1864, 190]
